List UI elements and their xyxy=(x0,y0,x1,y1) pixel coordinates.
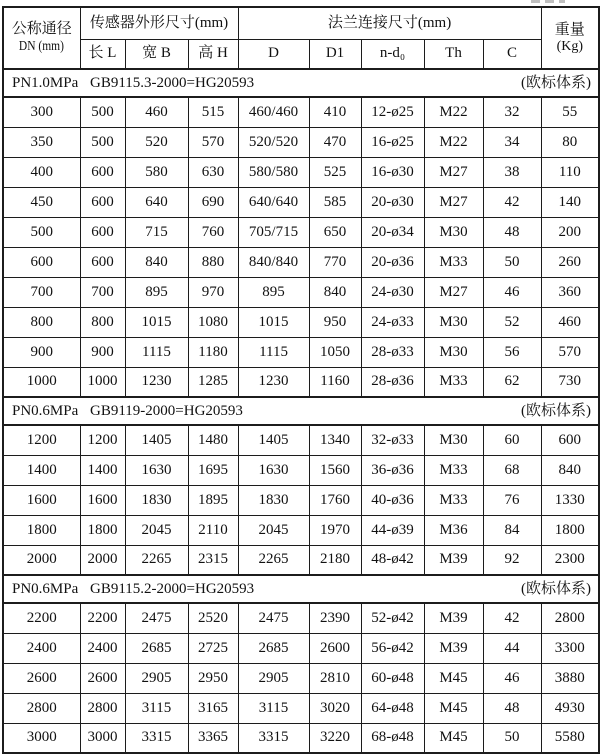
table-cell: 2045 xyxy=(238,515,309,545)
table-cell: 1800 xyxy=(541,515,599,545)
table-cell: 460 xyxy=(125,97,188,127)
table-cell: 1405 xyxy=(125,425,188,455)
table-cell: 4930 xyxy=(541,693,599,723)
table-cell: 360 xyxy=(541,277,599,307)
table-cell: 80 xyxy=(541,127,599,157)
table-cell: 410 xyxy=(309,97,361,127)
table-cell: 140 xyxy=(541,187,599,217)
table-cell: 1160 xyxy=(309,367,361,397)
table-cell: 2300 xyxy=(541,545,599,575)
standard-system-label: (欧标体系) xyxy=(521,74,592,91)
table-cell: 42 xyxy=(483,603,541,633)
table-cell: 2475 xyxy=(125,603,188,633)
table-cell: 520/520 xyxy=(238,127,309,157)
table-cell: 2725 xyxy=(188,633,238,663)
table-row xyxy=(3,545,599,575)
group-header-flange-dimensions: 法兰连接尺寸(mm) xyxy=(238,7,541,39)
table-cell: 1330 xyxy=(541,485,599,515)
table-cell: 500 xyxy=(80,97,125,127)
table-cell: 450 xyxy=(3,187,80,217)
table-cell: 700 xyxy=(3,277,80,307)
table-cell: 580/580 xyxy=(238,157,309,187)
table-cell: 840 xyxy=(309,277,361,307)
table-cell: 970 xyxy=(188,277,238,307)
col-header-thread: Th xyxy=(424,39,483,69)
table-row xyxy=(3,603,599,633)
table-cell: 1895 xyxy=(188,485,238,515)
table-row xyxy=(3,663,599,693)
table-cell: 52 xyxy=(483,307,541,337)
table-cell: 24-ø33 xyxy=(361,307,424,337)
table-cell: M22 xyxy=(424,127,483,157)
table-cell: 1630 xyxy=(125,455,188,485)
table-row xyxy=(3,633,599,663)
table-cell: 3365 xyxy=(188,723,238,753)
table-cell: 600 xyxy=(80,187,125,217)
table-cell: 2600 xyxy=(309,633,361,663)
standard-system-label: (欧标体系) xyxy=(521,580,592,597)
table-cell: M39 xyxy=(424,633,483,663)
table-cell: 3300 xyxy=(541,633,599,663)
table-cell: 20-ø36 xyxy=(361,247,424,277)
table-cell: 2400 xyxy=(80,633,125,663)
table-cell: 92 xyxy=(483,545,541,575)
table-cell: 2600 xyxy=(80,663,125,693)
table-row xyxy=(3,187,599,217)
table-cell: 2800 xyxy=(80,693,125,723)
table-cell: 1560 xyxy=(309,455,361,485)
table-row xyxy=(3,723,599,753)
table-cell: 840 xyxy=(125,247,188,277)
table-cell: 730 xyxy=(541,367,599,397)
table-cell: 68 xyxy=(483,455,541,485)
table-cell: 2520 xyxy=(188,603,238,633)
table-cell: M39 xyxy=(424,603,483,633)
table-cell: 525 xyxy=(309,157,361,187)
table-cell: 900 xyxy=(80,337,125,367)
table-cell: 840/840 xyxy=(238,247,309,277)
table-cell: 68-ø48 xyxy=(361,723,424,753)
table-cell: 1405 xyxy=(238,425,309,455)
table-cell: 46 xyxy=(483,277,541,307)
table-cell: 16-ø25 xyxy=(361,127,424,157)
table-cell: 3000 xyxy=(3,723,80,753)
table-cell: 48 xyxy=(483,693,541,723)
pressure-rating-label: PN0.6MPa xyxy=(12,580,79,597)
table-cell: 16-ø30 xyxy=(361,157,424,187)
col-header-length: 长 L xyxy=(80,39,125,69)
table-cell: 580 xyxy=(125,157,188,187)
table-cell: 56 xyxy=(483,337,541,367)
weight-unit: (Kg) xyxy=(556,38,584,54)
table-cell: 1200 xyxy=(80,425,125,455)
table-cell: 3880 xyxy=(541,663,599,693)
table-cell: 3115 xyxy=(238,693,309,723)
table-cell: 3315 xyxy=(125,723,188,753)
table-cell: 800 xyxy=(3,307,80,337)
table-cell: 840 xyxy=(541,455,599,485)
table-cell: M45 xyxy=(424,723,483,753)
table-row xyxy=(3,277,599,307)
table-cell: 470 xyxy=(309,127,361,157)
table-cell: M45 xyxy=(424,663,483,693)
table-cell: 2600 xyxy=(3,663,80,693)
table-cell: 900 xyxy=(3,337,80,367)
table-cell: 2265 xyxy=(238,545,309,575)
table-cell: M22 xyxy=(424,97,483,127)
table-cell: 1800 xyxy=(80,515,125,545)
table-cell: 50 xyxy=(483,247,541,277)
table-cell: 2685 xyxy=(238,633,309,663)
table-cell: 32-ø33 xyxy=(361,425,424,455)
table-cell: 2685 xyxy=(125,633,188,663)
table-cell: 2315 xyxy=(188,545,238,575)
table-cell: 600 xyxy=(80,247,125,277)
pressure-rating-label: PN0.6MPa xyxy=(12,402,79,419)
table-cell: 3000 xyxy=(80,723,125,753)
table-cell: M33 xyxy=(424,367,483,397)
table-cell: 585 xyxy=(309,187,361,217)
section-header-cell xyxy=(3,397,599,425)
table-cell: 400 xyxy=(3,157,80,187)
table-cell: 2810 xyxy=(309,663,361,693)
table-cell: 2905 xyxy=(125,663,188,693)
pressure-rating-label: PN1.0MPa xyxy=(12,74,79,91)
cropped-content-artifact xyxy=(531,0,565,3)
table-cell: 1080 xyxy=(188,307,238,337)
table-cell: 350 xyxy=(3,127,80,157)
table-cell: M33 xyxy=(424,247,483,277)
nominal-diameter-unit: DN (mm) xyxy=(19,39,65,54)
col-header-d: D xyxy=(238,39,309,69)
table-row xyxy=(3,127,599,157)
table-cell: 5580 xyxy=(541,723,599,753)
table-cell: 690 xyxy=(188,187,238,217)
table-row xyxy=(3,693,599,723)
table-cell: 12-ø25 xyxy=(361,97,424,127)
col-header-c: C xyxy=(483,39,541,69)
table-cell: 2800 xyxy=(3,693,80,723)
table-cell: 2265 xyxy=(125,545,188,575)
table-cell: M39 xyxy=(424,545,483,575)
col-header-bolt-holes: n-d₀ xyxy=(361,39,424,69)
col-header-height: 高 H xyxy=(188,39,238,69)
table-cell: M27 xyxy=(424,277,483,307)
table-cell: 2200 xyxy=(80,603,125,633)
table-cell: 460/460 xyxy=(238,97,309,127)
table-cell: M33 xyxy=(424,455,483,485)
table-cell: 1015 xyxy=(125,307,188,337)
section-header-row xyxy=(3,397,599,425)
section-header-row xyxy=(3,575,599,603)
table-cell: 2200 xyxy=(3,603,80,633)
col-header-d1: D1 xyxy=(309,39,361,69)
table-cell: 2905 xyxy=(238,663,309,693)
table-cell: 1830 xyxy=(125,485,188,515)
table-cell: 1115 xyxy=(238,337,309,367)
table-cell: 1285 xyxy=(188,367,238,397)
table-cell: 60 xyxy=(483,425,541,455)
standard-system-label: (欧标体系) xyxy=(521,402,592,419)
table-row xyxy=(3,455,599,485)
table-cell: 48 xyxy=(483,217,541,247)
group-header-sensor-dimensions: 传感器外形尺寸(mm) xyxy=(80,7,238,39)
table-cell: 40-ø36 xyxy=(361,485,424,515)
table-cell: 24-ø30 xyxy=(361,277,424,307)
table-cell: 3020 xyxy=(309,693,361,723)
table-cell: 3220 xyxy=(309,723,361,753)
table-cell: 2390 xyxy=(309,603,361,633)
table-row xyxy=(3,217,599,247)
table-cell: 1230 xyxy=(125,367,188,397)
table-cell: 56-ø42 xyxy=(361,633,424,663)
table-cell: 1695 xyxy=(188,455,238,485)
table-header xyxy=(3,7,599,69)
table-cell: 2110 xyxy=(188,515,238,545)
table-cell: 520 xyxy=(125,127,188,157)
table-cell: 515 xyxy=(188,97,238,127)
table-cell: 46 xyxy=(483,663,541,693)
table-row xyxy=(3,247,599,277)
table-cell: 600 xyxy=(80,157,125,187)
table-cell: 800 xyxy=(80,307,125,337)
table-cell: 64-ø48 xyxy=(361,693,424,723)
table-cell: 260 xyxy=(541,247,599,277)
standard-code-label: GB9115.3-2000=HG20593 xyxy=(90,74,255,91)
col-header-weight xyxy=(541,7,599,69)
table-cell: 2950 xyxy=(188,663,238,693)
table-cell: 500 xyxy=(80,127,125,157)
table-cell: M27 xyxy=(424,157,483,187)
table-cell: 600 xyxy=(3,247,80,277)
table-cell: 1180 xyxy=(188,337,238,367)
table-cell: 1800 xyxy=(3,515,80,545)
table-cell: 1600 xyxy=(3,485,80,515)
table-row xyxy=(3,337,599,367)
table-cell: 38 xyxy=(483,157,541,187)
table-cell: 770 xyxy=(309,247,361,277)
table-cell: 1230 xyxy=(238,367,309,397)
table-row xyxy=(3,367,599,397)
table-cell: 1015 xyxy=(238,307,309,337)
standard-code-label: GB9119-2000=HG20593 xyxy=(90,402,243,419)
table-body xyxy=(3,69,599,753)
table-row xyxy=(3,157,599,187)
standard-code-label: GB9115.2-2000=HG20593 xyxy=(90,580,255,597)
table-cell: 650 xyxy=(309,217,361,247)
table-cell: 600 xyxy=(80,217,125,247)
table-cell: 2475 xyxy=(238,603,309,633)
table-cell: 500 xyxy=(3,217,80,247)
table-cell: M45 xyxy=(424,693,483,723)
table-cell: 640 xyxy=(125,187,188,217)
table-cell: 1000 xyxy=(3,367,80,397)
table-cell: 700 xyxy=(80,277,125,307)
table-cell: M30 xyxy=(424,307,483,337)
table-cell: 32 xyxy=(483,97,541,127)
table-cell: 2000 xyxy=(80,545,125,575)
table-cell: 715 xyxy=(125,217,188,247)
col-header-nominal-diameter xyxy=(3,7,80,69)
table-cell: 44-ø39 xyxy=(361,515,424,545)
weight-label: 重量 xyxy=(554,21,585,38)
table-cell: 2800 xyxy=(541,603,599,633)
table-cell: 570 xyxy=(541,337,599,367)
table-cell: 1600 xyxy=(80,485,125,515)
table-cell: 1760 xyxy=(309,485,361,515)
section-header-row xyxy=(3,69,599,97)
table-cell: 110 xyxy=(541,157,599,187)
table-cell: 62 xyxy=(483,367,541,397)
section-header-cell xyxy=(3,69,599,97)
table-cell: 1115 xyxy=(125,337,188,367)
table-cell: M27 xyxy=(424,187,483,217)
table-cell: 1630 xyxy=(238,455,309,485)
table-cell: 2180 xyxy=(309,545,361,575)
table-cell: 34 xyxy=(483,127,541,157)
table-cell: 760 xyxy=(188,217,238,247)
table-cell: 28-ø33 xyxy=(361,337,424,367)
table-cell: 895 xyxy=(238,277,309,307)
table-cell: 880 xyxy=(188,247,238,277)
table-cell: 895 xyxy=(125,277,188,307)
table-cell: 705/715 xyxy=(238,217,309,247)
table-cell: M33 xyxy=(424,485,483,515)
table-cell: 20-ø34 xyxy=(361,217,424,247)
table-cell: 640/640 xyxy=(238,187,309,217)
table-cell: 1830 xyxy=(238,485,309,515)
table-cell: 1050 xyxy=(309,337,361,367)
table-cell: 2000 xyxy=(3,545,80,575)
table-cell: 600 xyxy=(541,425,599,455)
table-cell: 28-ø36 xyxy=(361,367,424,397)
table-cell: 1480 xyxy=(188,425,238,455)
table-cell: 52-ø42 xyxy=(361,603,424,633)
table-cell: 84 xyxy=(483,515,541,545)
table-cell: M36 xyxy=(424,515,483,545)
table-cell: 1400 xyxy=(80,455,125,485)
table-row xyxy=(3,485,599,515)
nominal-diameter-label: 公称通径 xyxy=(11,21,72,38)
table-cell: M30 xyxy=(424,425,483,455)
table-cell: 570 xyxy=(188,127,238,157)
table-row xyxy=(3,425,599,455)
table-cell: 1340 xyxy=(309,425,361,455)
dimension-spec-table xyxy=(2,6,600,754)
table-cell: 300 xyxy=(3,97,80,127)
table-cell: 630 xyxy=(188,157,238,187)
table-cell: 36-ø36 xyxy=(361,455,424,485)
table-cell: 60-ø48 xyxy=(361,663,424,693)
table-cell: 50 xyxy=(483,723,541,753)
table-cell: 2400 xyxy=(3,633,80,663)
table-cell: 1200 xyxy=(3,425,80,455)
table-cell: M30 xyxy=(424,217,483,247)
table-cell: 460 xyxy=(541,307,599,337)
table-cell: 1970 xyxy=(309,515,361,545)
table-cell: 44 xyxy=(483,633,541,663)
table-cell: 48-ø42 xyxy=(361,545,424,575)
table-cell: M30 xyxy=(424,337,483,367)
table-cell: 3115 xyxy=(125,693,188,723)
table-cell: 55 xyxy=(541,97,599,127)
table-cell: 3315 xyxy=(238,723,309,753)
table-row xyxy=(3,97,599,127)
table-cell: 1000 xyxy=(80,367,125,397)
table-cell: 2045 xyxy=(125,515,188,545)
table-cell: 76 xyxy=(483,485,541,515)
table-cell: 1400 xyxy=(3,455,80,485)
table-cell: 20-ø30 xyxy=(361,187,424,217)
table-row xyxy=(3,307,599,337)
table-row xyxy=(3,515,599,545)
table-cell: 42 xyxy=(483,187,541,217)
table-cell: 3165 xyxy=(188,693,238,723)
table-cell: 950 xyxy=(309,307,361,337)
col-header-width: 宽 B xyxy=(125,39,188,69)
section-header-cell xyxy=(3,575,599,603)
table-cell: 200 xyxy=(541,217,599,247)
